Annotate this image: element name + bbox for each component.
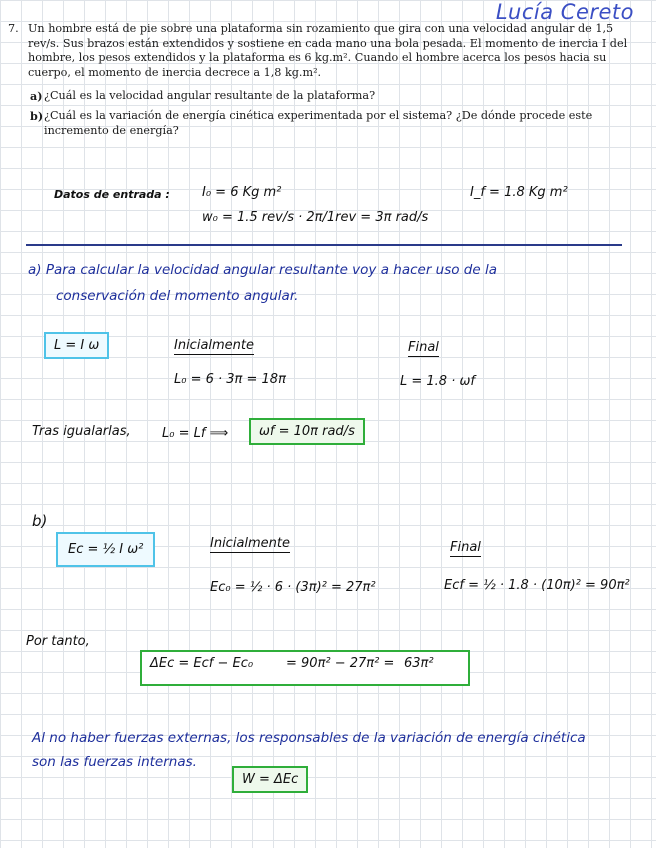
initial-angular-momentum: L₀ = 6 · 3π = 18π: [174, 372, 286, 387]
datos-label: Datos de entrada :: [54, 188, 170, 201]
final-heading-a: Final: [408, 340, 439, 355]
kinetic-energy-formula-box: Ec = ½ I ω²: [56, 532, 155, 567]
problem-statement: [8, 22, 628, 138]
angular-momentum-formula-box: L = I ω: [44, 332, 109, 359]
delta-ec-definition: ΔEc = Ecf − Ec₀: [150, 656, 254, 671]
inicial-heading-a: Inicialmente: [174, 338, 255, 353]
author-signature: Lucía Cereto: [495, 0, 634, 24]
initial-inertia: I₀ = 6 Kg m²: [202, 185, 282, 200]
section-separator: [26, 244, 622, 246]
inicial-heading-b: Inicialmente: [210, 536, 291, 551]
final-heading-b: Final: [450, 540, 481, 555]
momentum-equality: L₀ = Lf ⟹: [162, 426, 229, 441]
problem-number: 7.: [8, 22, 19, 35]
conclusion-line1: Al no haber fuerzas externas, los responsables de la variación de energía cinética: [32, 730, 586, 746]
part-a-intro-line1: a) Para calcular la velocidad angular resultante voy a hacer uso de la: [28, 262, 497, 278]
question-b-text: ¿Cuál es la variación de energía cinética experimentada por el sistema? ¿De dónde procede este incremento de energía?: [44, 108, 593, 137]
question-b-label: b): [30, 108, 44, 123]
por-tanto-label: Por tanto,: [26, 634, 90, 649]
part-a-intro-line2: conservación del momento angular.: [56, 288, 299, 304]
final-angular-momentum: L = 1.8 · ωf: [400, 374, 475, 389]
delta-ec-calculation: = 90π² − 27π² =: [286, 656, 395, 671]
initial-kinetic-energy: Ec₀ = ½ · 6 · (3π)² = 27π²: [210, 580, 376, 595]
final-inertia: I_f = 1.8 Kg m²: [470, 185, 568, 200]
question-b: [30, 108, 628, 138]
question-a: [30, 89, 628, 104]
delta-ec-result: 63π²: [404, 656, 434, 671]
final-angular-velocity-result-box: ωf = 10π rad/s: [249, 418, 365, 445]
question-a-label: a): [30, 89, 43, 104]
tras-igualarlas-label: Tras igualarlas,: [32, 424, 131, 439]
problem-text: Un hombre está de pie sobre una plataforma sin rozamiento que gira con una velocidad angular de 1,5 rev/s. Sus brazos están extendidos y sostiene en cada mano una bola pesada. El momento de inercia I del hombre, los pesos extendidos y la plataforma es 6 kg.m². Cuando el hombre acerca los pesos hacia su cuerpo, el momento de inercia decrece a 1,8 kg.m².: [28, 22, 628, 79]
part-b-label: b): [32, 512, 48, 530]
question-a-text: ¿Cuál es la velocidad angular resultante de la plataforma?: [44, 89, 376, 103]
work-energy-box: W = ΔEc: [232, 766, 308, 793]
final-kinetic-energy: Ecf = ½ · 1.8 · (10π)² = 90π²: [444, 578, 630, 593]
conclusion-line2: son las fuerzas internas.: [32, 754, 197, 770]
initial-angular-velocity: w₀ = 1.5 rev/s · 2π/1rev = 3π rad/s: [202, 210, 429, 225]
